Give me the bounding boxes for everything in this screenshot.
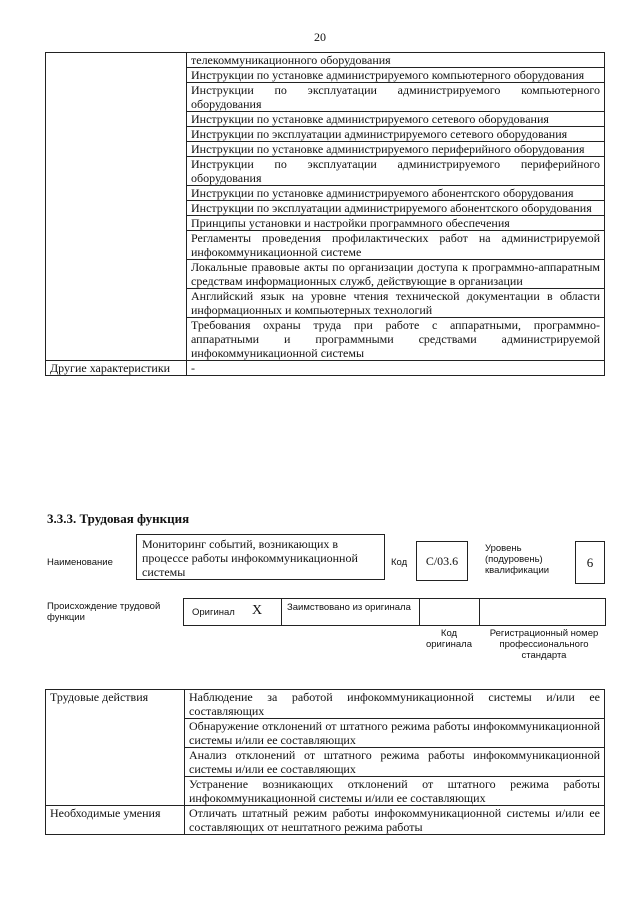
- table-row: Инструкции по эксплуатации администрируемого сетевого оборудования: [187, 127, 605, 142]
- actions-table: [45, 689, 605, 835]
- origin-divider: [479, 599, 480, 625]
- other-characteristics-label: Другие характеристики: [46, 361, 187, 376]
- knowledge-table: [45, 52, 605, 376]
- borrowed-label: Заимствовано из оригинала: [287, 602, 411, 613]
- table-row: Инструкции по эксплуатации администрируемого компьютерного оборудования: [187, 83, 605, 112]
- table-row: Анализ отклонений от штатного режима работы инфокоммуникационной системы и/или ее составляющих: [185, 748, 605, 777]
- function-name-box: Мониторинг событий, возникающих в процессе работы инфокоммуникационной системы: [136, 534, 385, 580]
- table-row: Обнаружение отклонений от штатного режима работы инфокоммуникационной системы и/или ее составляющих: [185, 719, 605, 748]
- table-row: телекоммуникационного оборудования: [187, 53, 605, 68]
- page-number: 20: [314, 30, 326, 44]
- table-row: Локальные правовые акты по организации доступа к программно-аппаратным средствам информационных служб, действующие в организации: [187, 260, 605, 289]
- origin-divider: [419, 599, 420, 625]
- table-row: Устранение возникающих отклонений от штатного режима работы инфокоммуникационной системы и/или ее составляющих: [185, 777, 605, 806]
- level-value-box: 6: [575, 541, 605, 584]
- table-row: Инструкции по эксплуатации администрируемого периферийного оборудования: [187, 157, 605, 186]
- original-mark: X: [252, 603, 263, 618]
- table-row: Наблюдение за работой инфокоммуникационной системы и/или ее составляющих: [185, 690, 605, 719]
- code-label: Код: [391, 557, 408, 568]
- origin-box: [183, 598, 606, 626]
- code-original-caption: Код оригинала: [425, 628, 472, 650]
- knowledge-label-cell: [46, 53, 187, 361]
- origin-label: Происхождение трудовой функции: [47, 601, 161, 623]
- table-row: Отличать штатный режим работы инфокоммуникационной системы и/или ее составляющих от нештатного режима работы: [185, 806, 605, 835]
- table-row: Требования охраны труда при работе с аппаратными, программно-аппаратными и программными средствами администрируемой инфокоммуникационной системы: [187, 318, 605, 361]
- table-row: Регламенты проведения профилактических работ на администрируемой инфокоммуникационной системе: [187, 231, 605, 260]
- actions-label: Трудовые действия: [46, 690, 185, 806]
- table-row: Принципы установки и настройки программного обеспечения: [187, 216, 605, 231]
- table-row: Инструкции по установке администрируемого сетевого оборудования: [187, 112, 605, 127]
- table-row: Английский язык на уровне чтения технической документации в области информационных и компьютерных технологий: [187, 289, 605, 318]
- other-characteristics-value: -: [187, 361, 605, 376]
- section-title: 3.3.3. Трудовая функция: [47, 511, 190, 526]
- level-label: Уровень (подуровень) квалификации: [485, 543, 550, 576]
- original-label: Оригинал: [192, 607, 235, 618]
- skills-label: Необходимые умения: [46, 806, 185, 835]
- reg-number-caption: Регистрационный номер профессионального стандарта: [489, 628, 599, 661]
- table-row: Инструкции по установке администрируемого компьютерного оборудования: [187, 68, 605, 83]
- table-row: Инструкции по установке администрируемого абонентского оборудования: [187, 186, 605, 201]
- origin-divider: [281, 599, 282, 625]
- table-row: Инструкции по установке администрируемого периферийного оборудования: [187, 142, 605, 157]
- table-row: Инструкции по эксплуатации администрируемого абонентского оборудования: [187, 201, 605, 216]
- function-code-box: C/03.6: [416, 541, 468, 581]
- name-label: Наименование: [47, 557, 113, 568]
